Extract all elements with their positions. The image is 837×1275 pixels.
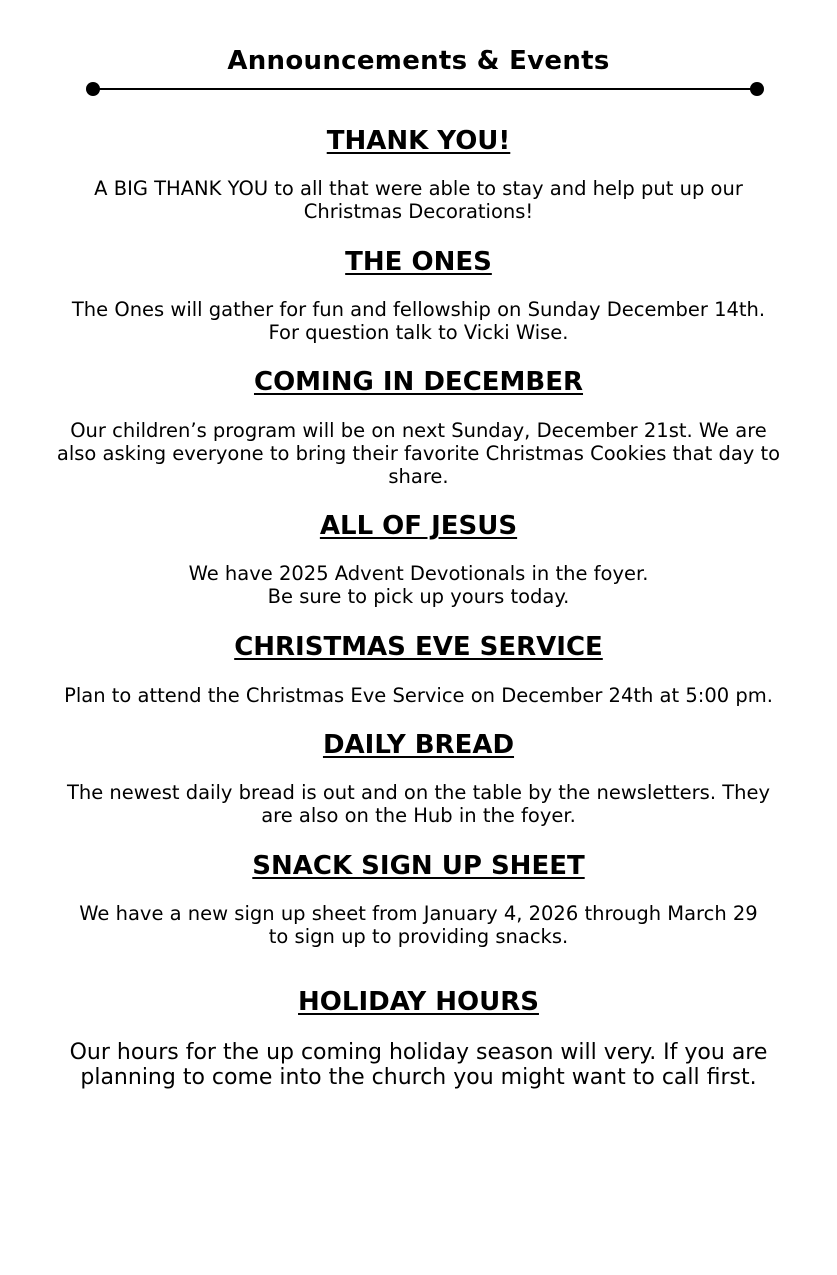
section-heading: ALL OF JESUS [319,511,518,541]
section-heading: DAILY BREAD [322,730,515,760]
section-heading: CHRISTMAS EVE SERVICE [234,632,603,662]
body-line: Christmas Decorations! [303,200,534,223]
section-body [20,781,817,827]
section-body [20,902,817,948]
section-heading: COMING IN DECEMBER [253,367,584,397]
section-body [20,1040,817,1090]
title-divider [88,88,762,90]
body-line: Be sure to pick up yours today. [267,585,570,608]
body-line: A BIG THANK YOU to all that were able to stay and help put up our [94,177,743,200]
section-holiday-hours [20,986,817,1090]
section-body [20,562,817,608]
section-daily-bread [20,729,817,827]
section-christmas-eve-service [20,631,817,707]
section-heading: HOLIDAY HOURS [298,987,539,1017]
body-line: The newest daily bread is out and on the table by the newsletters. They [66,781,771,804]
body-line: share. [388,465,449,488]
body-line: are also on the Hub in the foyer. [261,804,576,827]
body-line: We have 2025 Advent Devotionals in the foyer. [188,562,649,585]
body-line: Plan to attend the Christmas Eve Service on December 24th at 5:00 pm. [64,684,773,707]
divider-dot-right [750,82,764,96]
section-body [20,419,817,488]
body-line: We have a new sign up sheet from January 4, 2026 through March 29 [79,902,758,925]
section-heading: SNACK SIGN UP SHEET [252,851,585,881]
page-title: Announcements & Events [227,46,610,76]
body-line: The Ones will gather for fun and fellowship on Sunday December 14th. [71,298,766,321]
section-body [20,684,817,707]
body-line: to sign up to providing snacks. [268,925,569,948]
section-heading: THE ONES [345,247,492,277]
section-body [20,298,817,344]
body-line: For question talk to Vicki Wise. [268,321,569,344]
section-the-ones [20,246,817,344]
section-heading: THANK YOU! [326,126,511,156]
divider-dot-left [86,82,100,96]
body-line: planning to come into the church you might want to call first. [80,1065,757,1090]
body-line: also asking everyone to bring their favorite Christmas Cookies that day to [56,442,781,465]
body-line: Our children’s program will be on next Sunday, December 21st. We are [70,419,767,442]
section-thank-you [20,125,817,223]
body-line: Our hours for the up coming holiday season will very. If you are [69,1040,768,1065]
section-body [20,177,817,223]
section-coming-in-december [20,366,817,488]
section-snack-sign-up-sheet [20,850,817,948]
section-all-of-jesus [20,510,817,608]
